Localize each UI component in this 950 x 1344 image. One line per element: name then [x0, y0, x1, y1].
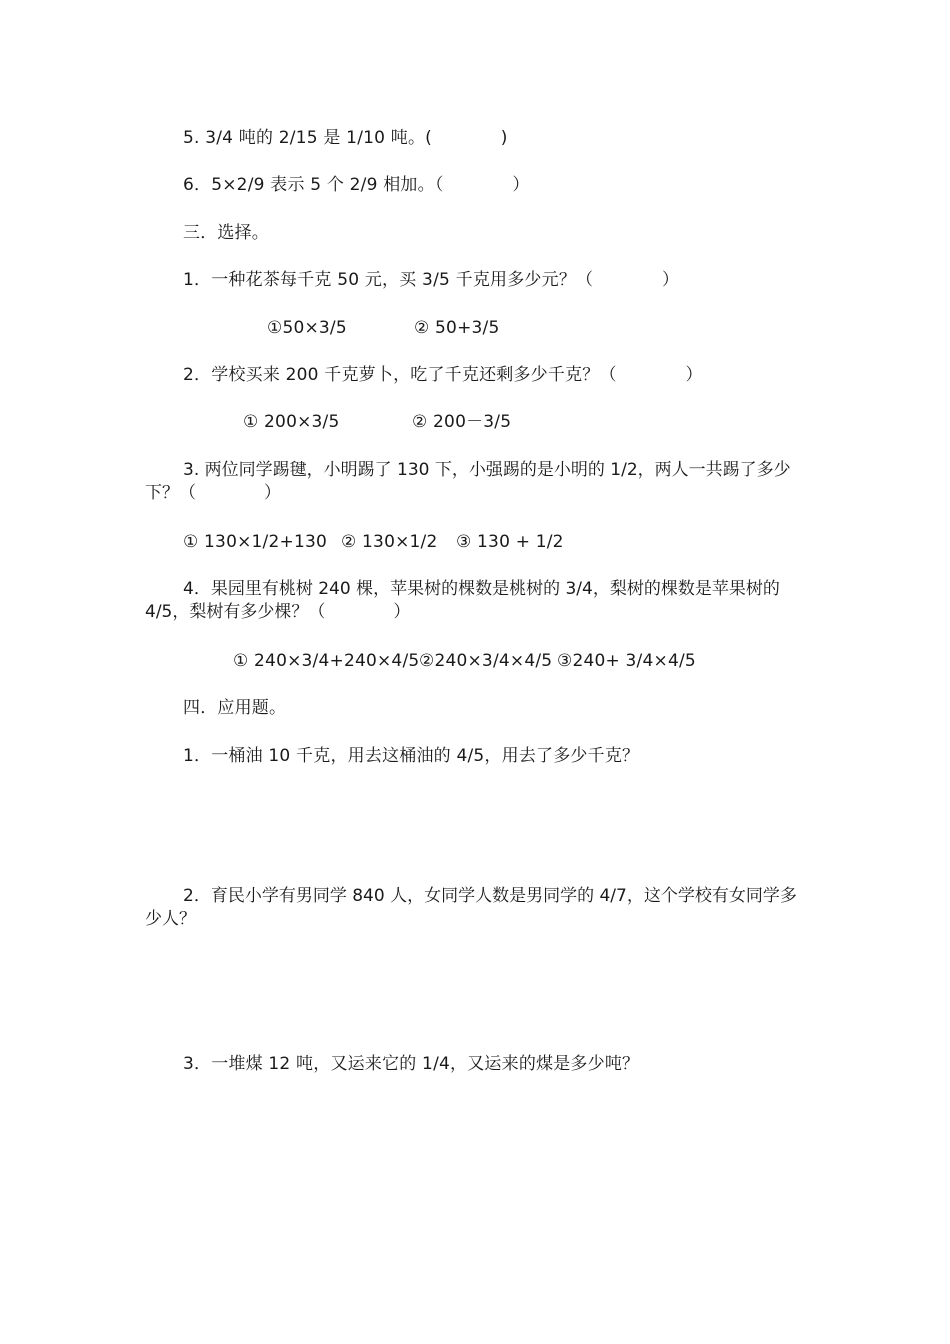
section-heading-choice: 三．选择。 — [183, 223, 269, 243]
choice-question-4-option-2: ②240×3/4×4/5 — [419, 651, 553, 671]
section-heading-word-problems: 四．应用题。 — [183, 698, 287, 718]
word-problem-2: 2．育民小学有男同学 840 人，女同学人数是男同学的 4/7，这个学校有女同学多少人？ — [145, 886, 797, 929]
choice-question-2-option-2: ② 200－3/5 — [412, 412, 512, 432]
choice-question-1-option-2: ② 50+3/5 — [414, 318, 500, 338]
choice-question-2-option-1: ① 200×3/5 — [243, 412, 340, 432]
word-problem-1: 1．一桶油 10 千克，用去这桶油的 4/5，用去了多少千克？ — [183, 746, 640, 766]
choice-question-4-option-3: ③240+ 3/4×4/5 — [557, 651, 696, 671]
choice-question-4: 4．果园里有桃树 240 棵，苹果树的棵数是桃树的 3/4，梨树的棵数是苹果树的 4/5，梨树有多少棵？（ ） — [145, 579, 780, 622]
choice-question-1: 1．一种花茶每千克 50 元，买 3/5 千克用多少元？（ ） — [183, 270, 680, 290]
choice-question-3: 3. 两位同学踢毽，小明踢了 130 下，小强踢的是小明的 1/2，两人一共踢了多少下？（ ） — [145, 460, 791, 503]
word-problem-3: 3．一堆煤 12 吨，又运来它的 1/4，又运来的煤是多少吨？ — [183, 1054, 640, 1074]
choice-question-3-option-1: ① 130×1/2+130 — [183, 532, 327, 552]
choice-question-4-option-1: ① 240×3/4+240×4/5 — [233, 651, 420, 671]
true-false-question-5: 5. 3/4 吨的 2/15 是 1/10 吨。( ) — [183, 128, 508, 148]
choice-question-3-option-3: ③ 130 + 1/2 — [456, 532, 564, 552]
choice-question-1-option-1: ①50×3/5 — [267, 318, 347, 338]
choice-question-3-option-2: ② 130×1/2 — [341, 532, 438, 552]
true-false-question-6: 6．5×2/9 表示 5 个 2/9 相加。（ ） — [183, 175, 530, 195]
choice-question-2: 2．学校买来 200 千克萝卜，吃了千克还剩多少千克？（ ） — [183, 365, 703, 385]
